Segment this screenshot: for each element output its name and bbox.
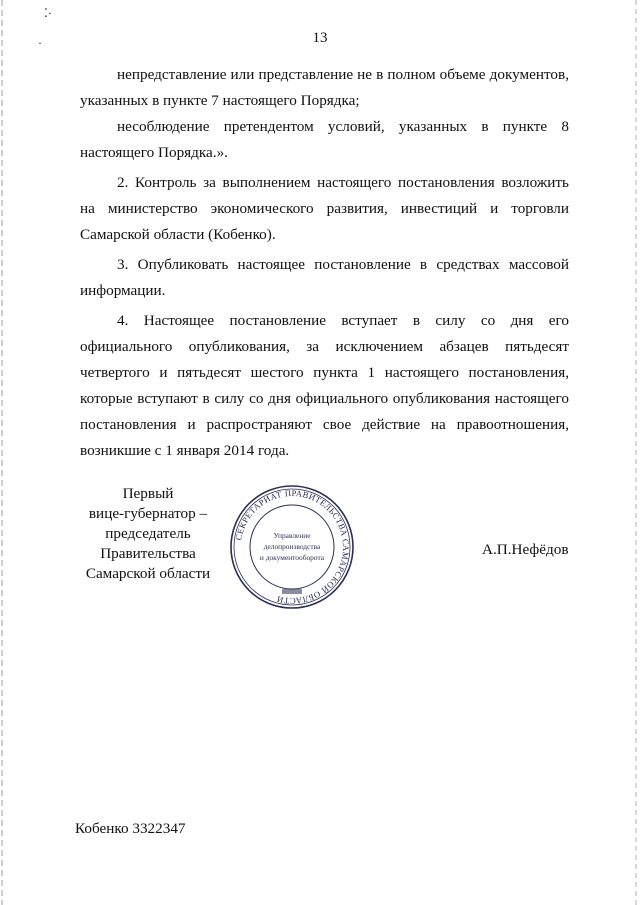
- signatory-title: [60, 484, 236, 584]
- signatory-title-line-3: председатель Правительства: [100, 525, 196, 562]
- paragraph-1: непредставление или представление не в полном объеме документов, указанных в пункте 7 настоящего Порядка;: [80, 66, 569, 109]
- seal-center-line-3: и документооборота: [259, 553, 325, 562]
- footer-contact: Кобенко 3322347: [75, 820, 186, 837]
- signatory-title-line-4: Самарской области: [85, 565, 211, 582]
- signatory-title-line-2: вице-губернатор –: [88, 505, 208, 522]
- seal-ring-text: СЕКРЕТАРИАТ ПРАВИТЕЛЬСТВА САМАРСКОЙ ОБЛАСТИ: [233, 487, 352, 607]
- paragraph-2: несоблюдение претендентом условий, указанных в пункте 8 настоящего Порядка.».: [80, 118, 569, 161]
- paragraph-4: 3. Опубликовать настоящее постановление в средствах массовой информации.: [80, 256, 569, 299]
- signatory-name: А.П.Нефёдов: [482, 541, 569, 558]
- official-seal: [228, 483, 356, 611]
- seal-center-line-1: Управление: [273, 531, 311, 540]
- paragraph-3: 2. Контроль за выполнением настоящего постановления возложить на министерство экономического развития, инвестиций и торговли Самарской области (Кобенко).: [80, 174, 569, 243]
- scan-specks: ⁚· ·: [38, 6, 52, 50]
- scan-edge-right: [635, 0, 637, 905]
- paragraph-5: 4. Настоящее постановление вступает в силу со дня его официального опубликования, за исключением абзацев пятьдесят четвертого и пятьдесят шестого пункта 1 настоящего постановления, которые вступают в силу со дня официального опубликования настоящего постановления и распространяют свое действие на правоотношения, возникшие с 1 января 2014 года.: [80, 312, 569, 459]
- document-body: [80, 62, 569, 464]
- seal-emblem-mark: [282, 589, 302, 594]
- scan-edge-left: [1, 0, 3, 905]
- seal-center-line-2: делопроизводства: [263, 542, 321, 551]
- signatory-title-line-1: Первый: [122, 485, 174, 502]
- page-number: 13: [312, 30, 328, 46]
